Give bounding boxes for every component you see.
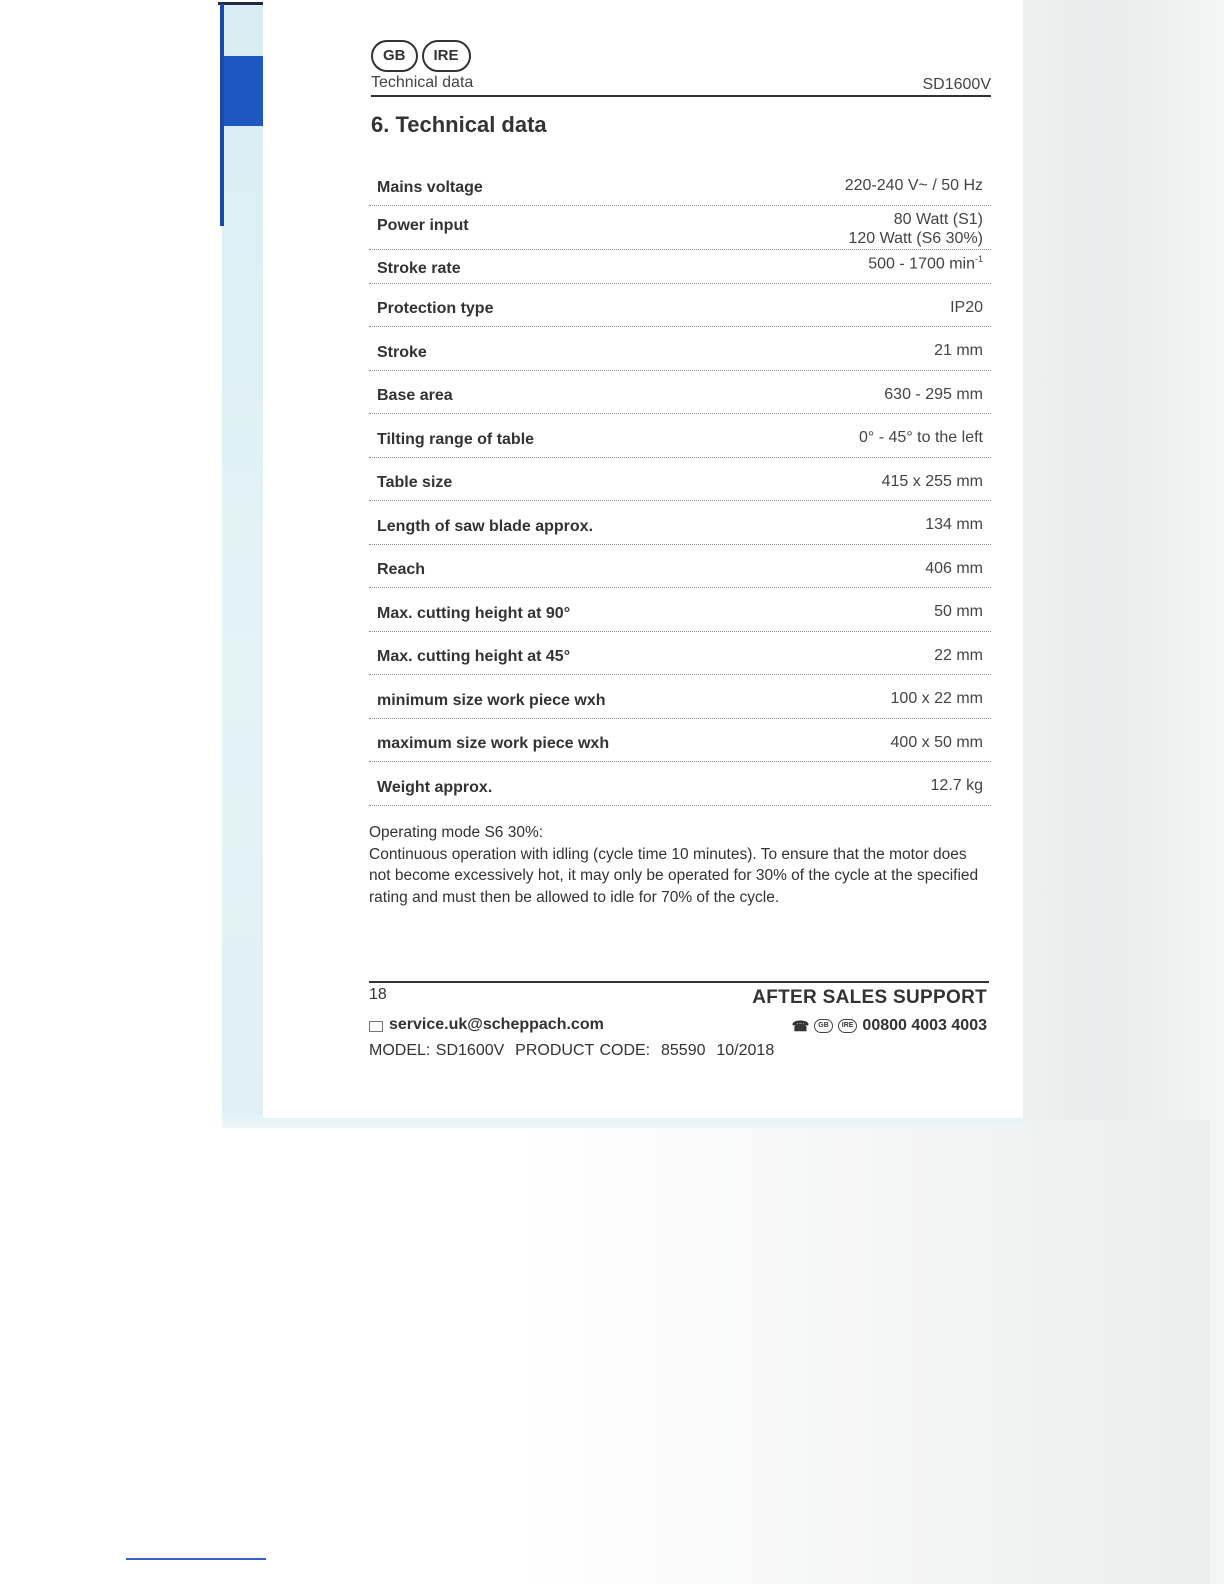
phone-icon: ☎ <box>791 1017 810 1034</box>
product-info: MODEL: SD1600V PRODUCT CODE: 85590 10/2018 <box>369 1042 775 1059</box>
spec-label: Power input <box>377 217 469 234</box>
spec-row <box>369 588 991 632</box>
spec-value-line: 120 Watt (S6 30%) <box>848 230 983 247</box>
spec-value: 400 x 50 mm <box>890 734 983 751</box>
spec-value: 220-240 V~ / 50 Hz <box>844 177 983 194</box>
spec-value-multiline <box>848 210 983 248</box>
operating-mode-note <box>369 822 979 908</box>
spec-label: Stroke rate <box>377 260 461 277</box>
spec-value: 134 mm <box>925 516 983 533</box>
spec-label: Tilting range of table <box>377 431 535 448</box>
support-email[interactable]: service.uk@scheppach.com <box>389 1016 604 1033</box>
spec-label: Max. cutting height at 90° <box>377 605 571 622</box>
spec-row <box>369 719 991 762</box>
header-divider <box>371 95 991 97</box>
spec-row <box>369 250 991 284</box>
spec-row <box>369 545 991 588</box>
mail-icon <box>369 1021 383 1032</box>
spec-label: Weight approx. <box>377 779 493 796</box>
spec-row <box>369 632 991 675</box>
spec-label: Max. cutting height at 45° <box>377 648 571 665</box>
page-number: 18 <box>369 986 387 1003</box>
spec-label: minimum size work piece wxh <box>377 692 606 709</box>
manual-page <box>263 0 1023 1118</box>
spec-value-superscript: -1 <box>974 254 983 264</box>
country-badge-ire: IRE <box>422 40 471 72</box>
spec-row <box>369 458 991 501</box>
spec-table <box>369 160 991 806</box>
support-email-row <box>369 1016 604 1034</box>
spec-row <box>369 501 991 545</box>
spec-label: Reach <box>377 561 426 578</box>
spec-value: 100 x 22 mm <box>890 690 983 707</box>
spec-label: Mains voltage <box>377 179 483 196</box>
spec-value: 22 mm <box>934 647 983 664</box>
phone-badge-gb: GB <box>814 1019 833 1033</box>
spec-value: 630 - 295 mm <box>884 386 983 403</box>
country-badge-gb: GB <box>371 40 418 72</box>
spec-value: 12.7 kg <box>930 777 983 794</box>
scan-background-shade-lower <box>520 1120 1210 1584</box>
spec-row <box>369 371 991 414</box>
header-section-name: Technical data <box>371 74 474 91</box>
footer-divider <box>369 981 989 983</box>
spec-label: Protection type <box>377 300 494 317</box>
scan-cover-edge <box>222 2 264 1126</box>
support-phone[interactable]: 00800 4003 4003 <box>862 1017 987 1034</box>
note-heading: Operating mode S6 30%: <box>369 824 544 841</box>
scan-cover-top-edge <box>218 2 264 5</box>
after-sales-title: AFTER SALES SUPPORT <box>752 987 987 1008</box>
spec-value: 50 mm <box>934 603 983 620</box>
spec-value: 415 x 255 mm <box>881 473 983 490</box>
spec-value: IP20 <box>950 299 983 316</box>
spec-label: Base area <box>377 387 453 404</box>
spec-row <box>369 160 991 206</box>
note-body: Continuous operation with idling (cycle time 10 minutes). To ensure that the motor does not become excessively hot, it may only be operated for 30% of the cycle at the specified rating and must then be allowed to idle for 70% of the cycle. <box>369 845 979 906</box>
spec-row <box>369 327 991 371</box>
spec-label: Stroke <box>377 344 427 361</box>
spec-row <box>369 414 991 458</box>
spec-value-with-unit <box>868 250 983 273</box>
spec-label: Length of saw blade approx. <box>377 518 594 535</box>
spec-row <box>369 675 991 719</box>
spec-value: 406 mm <box>925 560 983 577</box>
spec-value: 500 - 1700 min <box>868 255 975 273</box>
spec-value-line: 80 Watt (S1) <box>893 211 983 228</box>
scan-stray-line <box>126 1558 266 1560</box>
spec-label: maximum size work piece wxh <box>377 735 610 752</box>
country-badges <box>371 40 471 72</box>
spec-label: Table size <box>377 474 453 491</box>
spec-row <box>369 284 991 327</box>
header-model: SD1600V <box>922 76 991 93</box>
spec-row <box>369 206 991 250</box>
page-title: 6. Technical data <box>371 112 547 137</box>
spec-value: 21 mm <box>934 342 983 359</box>
support-phone-row <box>792 1017 987 1035</box>
spec-row <box>369 762 991 806</box>
phone-badge-ire: IRE <box>838 1019 858 1033</box>
scan-cover-blue-tab <box>224 56 264 126</box>
spec-value: 0° - 45° to the left <box>859 429 983 446</box>
